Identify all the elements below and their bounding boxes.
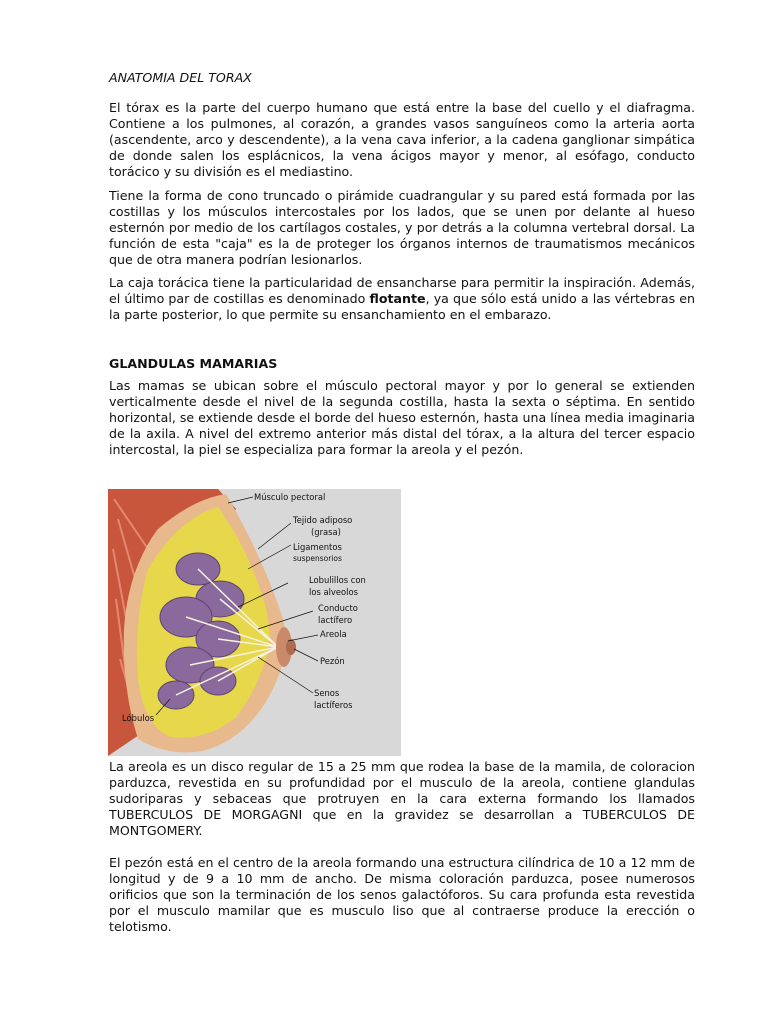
label-areola: Areola — [320, 629, 347, 639]
label-lactiferos: lactíferos — [314, 700, 353, 710]
label-lobulos: Lóbulos — [122, 713, 155, 723]
breast-anatomy-svg — [108, 489, 401, 756]
label-musculo-pectoral: Músculo pectoral — [254, 492, 326, 502]
bold-term-flotante: flotante — [369, 291, 426, 306]
label-tejido-adiposo: Tejido adiposo — [293, 515, 353, 525]
paragraph-torax-definition: El tórax es la parte del cuerpo humano que está entre la base del cuello y el diafragma. Contiene a los pulmones, al corazón, a grandes vasos sanguíneos como la arteria aorta (ascendente, arco y descendente), a la vena cava inferior, a la cadena ganglionar simpática de donde salen los esplácnicos, la vena ácigos mayor y menor, al esófago, conducto torácico y su división es el mediastino. — [109, 100, 695, 179]
label-lactifero: lactífero — [318, 615, 353, 625]
paragraph-mamas-intro: Las mamas se ubican sobre el músculo pectoral mayor y por lo general se extienden verticalmente desde el nivel de la segunda costilla, hasta la sexta o séptima. En sentido horizontal, se extiende desde el borde del hueso esternón, hasta una línea media imaginaria de la axila. A nivel del extremo anterior más distal del tórax, a la altura del tercer espacio intercostal, la piel se especializa para formar la areola y el pezón. — [109, 378, 695, 457]
paragraph-areola: La areola es un disco regular de 15 a 25 mm que rodea la base de la mamila, de coloracion parduzca, revestida en su profundidad por el musculo de la areola, contiene glandulas sudoriparas y sebaceas que protruyen en la cara externa formando los llamados TUBERCULOS DE MORGAGNI que en la gravidez se desarrollan a TUBERCULOS DE MONTGOMERY. — [109, 759, 695, 838]
label-conducto: Conducto — [318, 603, 358, 613]
label-grasa: (grasa) — [311, 527, 341, 537]
label-suspensorios: suspensorios — [293, 554, 342, 563]
section-title-torax: ANATOMIA DEL TORAX — [109, 70, 252, 85]
paragraph-pezon: El pezón está en el centro de la areola formando una estructura cilíndrica de 10 a 12 mm de longitud y de 9 a 10 mm de ancho. De misma coloración parduzca, posee numerosos orificios que son la terminación de los senos galactóforos. Su cara profunda esta revestida por el musculo mamilar que es musculo liso que al contraerse produce la erección o telotismo. — [109, 855, 695, 934]
label-lobulillos: Lobulillos con — [309, 575, 366, 585]
breast-anatomy-illustration — [108, 489, 401, 756]
label-pezon: Pezón — [320, 656, 345, 666]
paragraph-torax-shape: Tiene la forma de cono truncado o pirámide cuadrangular y su pared está formada por las costillas y los músculos intercostales por los lados, que se unen por delante al hueso esternón por medio de los cartílagos costales, y por detrás a la columna vertebral dorsal. La función de esta "caja" es la de proteger los órganos internos de traumatismos mecánicos que de otra manera podrían lesionarlos. — [109, 188, 695, 267]
label-alveolos: los alveolos — [309, 587, 358, 597]
paragraph-caja-toracica — [109, 275, 695, 323]
nipple-shape — [286, 639, 296, 655]
label-ligamentos: Ligamentos — [293, 542, 342, 552]
paragraph-text: , ya que sólo está unido a las vértebras en la parte posterior, lo que permite su ensanchamiento en el embarazo. — [109, 291, 695, 322]
section-title-glandulas: GLANDULAS MAMARIAS — [109, 356, 278, 371]
label-senos: Senos — [314, 688, 340, 698]
paragraph-text: La caja torácica tiene la particularidad de ensancharse para permitir la inspiración. Además, el último par de costillas es denominado — [109, 275, 695, 306]
